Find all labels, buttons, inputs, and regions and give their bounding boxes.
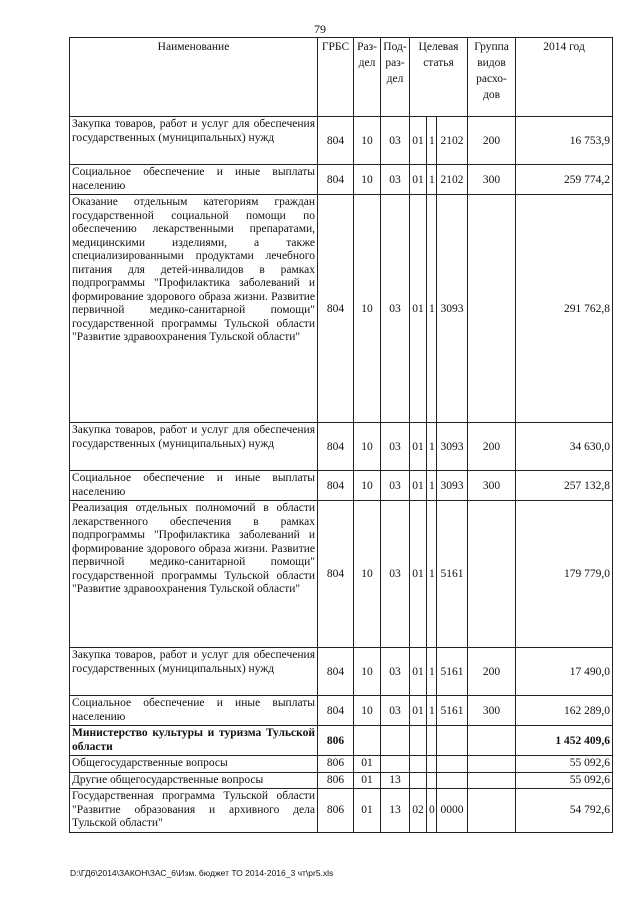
row-podrazdel: 03	[381, 195, 410, 423]
row-amount: 54 792,6	[516, 789, 613, 833]
table-row	[70, 471, 613, 501]
header-name: Наименование	[70, 38, 318, 117]
row-target-a: 01	[410, 696, 427, 726]
row-podrazdel: 03	[381, 501, 410, 648]
row-target-a: 01	[410, 423, 427, 471]
row-amount: 259 774,2	[516, 165, 613, 195]
row-vid: 200	[468, 648, 516, 696]
row-target-b	[427, 726, 437, 756]
page-number: 79	[314, 22, 326, 36]
row-name: Другие общегосударственные вопросы	[70, 772, 318, 789]
row-podrazdel: 03	[381, 648, 410, 696]
row-target-c	[437, 772, 468, 789]
row-grbs: 804	[318, 648, 354, 696]
row-amount: 257 132,8	[516, 471, 613, 501]
row-target-a: 02	[410, 789, 427, 833]
row-name: Государственная программа Тульской области "Развитие образования и архивного дела Тульской области"	[70, 789, 318, 833]
row-vid	[468, 195, 516, 423]
row-podrazdel: 03	[381, 471, 410, 501]
row-target-a: 01	[410, 165, 427, 195]
table-row	[70, 195, 613, 423]
row-target-b: 1	[427, 471, 437, 501]
footer-file-path: D:\ГД6\2014\ЗАКОН\ЗАС_6\Изм. бюджет ТО 2014-2016_3 чт\pr5.xls	[70, 868, 334, 878]
row-target-c: 3093	[437, 195, 468, 423]
row-target-b: 0	[427, 789, 437, 833]
row-name: Оказание отдельным категориям граждан государственной социальной помощи по обеспечению лекарственными препаратами, медицинскими изделиями, а также специализированными продуктами лечебного питания для детей-инвалидов в рамках подпрограммы "Профилактика заболеваний и формирование здорового образа жизни. Развитие первичной медико-санитарной помощи" государственной программы Тульской области "Развитие здравоохранения Тульской области"	[70, 195, 318, 423]
row-target-b: 1	[427, 423, 437, 471]
row-target-b: 1	[427, 696, 437, 726]
row-target-c: 5161	[437, 696, 468, 726]
row-podrazdel: 03	[381, 117, 410, 165]
row-amount: 34 630,0	[516, 423, 613, 471]
row-target-a: 01	[410, 117, 427, 165]
row-target-c: 5161	[437, 501, 468, 648]
header-podrazdel: Под- раз- дел	[381, 38, 410, 117]
row-target-b	[427, 756, 437, 773]
row-target-b: 1	[427, 648, 437, 696]
row-vid	[468, 501, 516, 648]
row-target-b: 1	[427, 195, 437, 423]
row-target-a: 01	[410, 195, 427, 423]
row-target-a	[410, 726, 427, 756]
row-target-b	[427, 772, 437, 789]
table-row	[70, 501, 613, 648]
row-grbs: 806	[318, 756, 354, 773]
budget-table	[69, 37, 613, 833]
row-podrazdel: 13	[381, 772, 410, 789]
row-razdel: 10	[354, 165, 381, 195]
row-target-a	[410, 772, 427, 789]
row-podrazdel	[381, 756, 410, 773]
row-target-c	[437, 726, 468, 756]
row-target-a	[410, 756, 427, 773]
row-vid	[468, 772, 516, 789]
row-razdel: 10	[354, 117, 381, 165]
header-grbs: ГРБС	[318, 38, 354, 117]
header-razdel: Раз- дел	[354, 38, 381, 117]
row-podrazdel	[381, 726, 410, 756]
row-amount: 1 452 409,6	[516, 726, 613, 756]
row-vid: 300	[468, 165, 516, 195]
row-grbs: 806	[318, 789, 354, 833]
row-amount: 291 762,8	[516, 195, 613, 423]
header-target: Целевая статья	[410, 38, 468, 117]
row-name: Социальное обеспечение и иные выплаты населению	[70, 471, 318, 501]
row-target-b: 1	[427, 117, 437, 165]
row-razdel: 10	[354, 471, 381, 501]
row-razdel: 01	[354, 789, 381, 833]
table-row	[70, 726, 613, 756]
row-name: Закупка товаров, работ и услуг для обеспечения государственных (муниципальных) нужд	[70, 423, 318, 471]
row-podrazdel: 03	[381, 165, 410, 195]
row-target-c: 0000	[437, 789, 468, 833]
row-name: Общегосударственные вопросы	[70, 756, 318, 773]
row-target-c: 3093	[437, 471, 468, 501]
row-vid: 200	[468, 117, 516, 165]
row-name: Социальное обеспечение и иные выплаты населению	[70, 165, 318, 195]
row-grbs: 804	[318, 195, 354, 423]
row-target-b: 1	[427, 501, 437, 648]
row-grbs: 804	[318, 165, 354, 195]
table-row	[70, 165, 613, 195]
row-amount: 17 490,0	[516, 648, 613, 696]
row-vid: 300	[468, 471, 516, 501]
row-vid	[468, 756, 516, 773]
row-podrazdel: 03	[381, 696, 410, 726]
row-grbs: 806	[318, 726, 354, 756]
row-amount: 55 092,6	[516, 772, 613, 789]
table-row	[70, 117, 613, 165]
row-target-a: 01	[410, 648, 427, 696]
row-target-a: 01	[410, 501, 427, 648]
row-name: Министерство культуры и туризма Тульской области	[70, 726, 318, 756]
header-row	[70, 38, 613, 117]
row-amount: 55 092,6	[516, 756, 613, 773]
row-name: Закупка товаров, работ и услуг для обеспечения государственных (муниципальных) нужд	[70, 117, 318, 165]
row-grbs: 804	[318, 501, 354, 648]
row-podrazdel: 03	[381, 423, 410, 471]
table-row	[70, 772, 613, 789]
row-razdel: 01	[354, 772, 381, 789]
row-name: Закупка товаров, работ и услуг для обеспечения государственных (муниципальных) нужд	[70, 648, 318, 696]
row-grbs: 804	[318, 117, 354, 165]
table-row	[70, 648, 613, 696]
row-razdel: 10	[354, 501, 381, 648]
row-target-b: 1	[427, 165, 437, 195]
row-amount: 16 753,9	[516, 117, 613, 165]
row-vid: 200	[468, 423, 516, 471]
table-row	[70, 756, 613, 773]
row-razdel	[354, 726, 381, 756]
row-target-c: 3093	[437, 423, 468, 471]
row-grbs: 806	[318, 772, 354, 789]
row-grbs: 804	[318, 696, 354, 726]
row-target-c	[437, 756, 468, 773]
row-amount: 179 779,0	[516, 501, 613, 648]
row-razdel: 10	[354, 648, 381, 696]
row-razdel: 01	[354, 756, 381, 773]
row-vid: 300	[468, 696, 516, 726]
row-target-c: 2102	[437, 165, 468, 195]
table-row	[70, 789, 613, 833]
row-target-a: 01	[410, 471, 427, 501]
row-name: Реализация отдельных полномочий в области лекарственного обеспечения в рамках подпрограммы "Профилактика заболеваний и формирование здорового образа жизни. Развитие первичной медико-санитарной помощи" государственной программы Тульской области "Развитие здравоохранения Тульской области"	[70, 501, 318, 648]
row-grbs: 804	[318, 423, 354, 471]
row-amount: 162 289,0	[516, 696, 613, 726]
row-vid	[468, 789, 516, 833]
table-body	[70, 117, 613, 833]
row-name: Социальное обеспечение и иные выплаты населению	[70, 696, 318, 726]
row-razdel: 10	[354, 696, 381, 726]
table-row	[70, 696, 613, 726]
header-group: Группа видов расхо- дов	[468, 38, 516, 117]
row-grbs: 804	[318, 471, 354, 501]
row-target-c: 2102	[437, 117, 468, 165]
row-vid	[468, 726, 516, 756]
row-podrazdel: 13	[381, 789, 410, 833]
row-razdel: 10	[354, 423, 381, 471]
header-year: 2014 год	[516, 38, 613, 117]
table-row	[70, 423, 613, 471]
row-razdel: 10	[354, 195, 381, 423]
row-target-c: 5161	[437, 648, 468, 696]
